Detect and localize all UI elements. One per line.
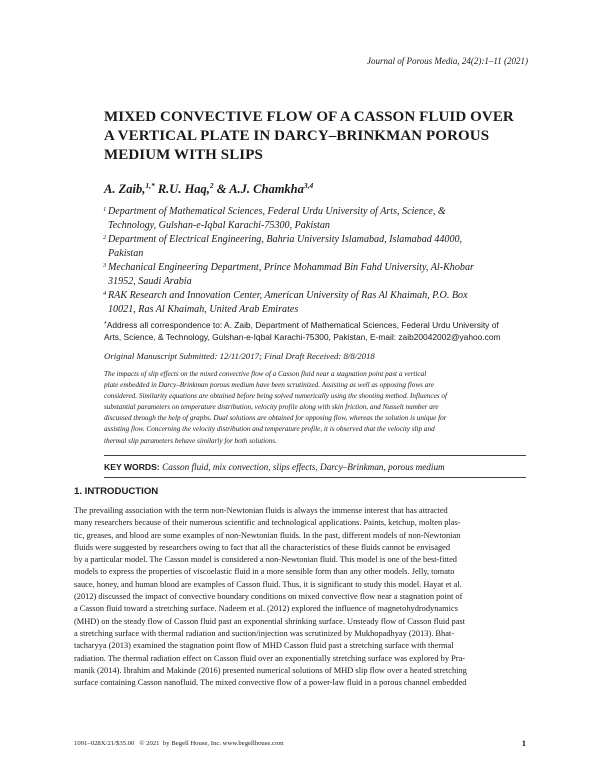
affiliation-list: [104, 205, 524, 317]
keywords: KEY WORDS: Casson fluid, mix convection, slips effects, Darcy–Brinkman, porous medium: [104, 462, 445, 472]
author: A. Zaib,$^{1,*}$: [104, 181, 155, 197]
journal-citation: Journal of Porous Media, 24(2):1–11 (2021): [367, 56, 528, 66]
page-number: 1: [521, 738, 526, 748]
correspondence-address: *Address all correspondence to: A. Zaib, Department of Mathematical Sciences, Federal Urdu University of Arts, Science, & Technology, Gulshan-e-Iqbal Karachi-75300, Pakistan, E-mail: zaib20042002@yahoo.com: [104, 320, 501, 342]
affiliation: 3 Mechanical Engineering Department, Prince Mohammad Bin Fahd University, Al-Khobar 31952, Saudi Arabia: [103, 262, 474, 287]
affiliation: 1 Department of Mathematical Sciences, Federal Urdu University of Arts, Science, & Technology, Gulshan-e-Iqbal Karachi-75300, Pakistan: [103, 206, 446, 231]
author-list: [104, 181, 313, 197]
divider: [104, 455, 526, 456]
paper-title: MIXED CONVECTIVE FLOW OF A CASSON FLUID OVER A VERTICAL PLATE IN DARCY–BRINKMAN POROUS MEDIUM WITH SLIPS: [104, 109, 514, 163]
affiliation: 4 RAK Research and Innovation Center, American University of Ras Al Khaimah, P.O. Box 10021, Ras Al Khaimah, United Arab Emirates: [103, 290, 468, 315]
body-text: The prevailing association with the term non-Newtonian fluids is always the immense interest that has attracted many researchers because of their numerous scientific and technological applications. Paints, ketchup, molten plas- tic, greases, and blood are some examples of non-Newtonian fluids. In the past, different models of non-Newtonian fluids were suggested by researchers owing to fact that all the characteristics of these fluids cannot be envisaged by a particular model. The Casson model is considered a non-Newtonian fluid. This model is one of the best-fitted models to express the properties of viscoelastic fluid in a more sensible form than any other models. Jelly, tomato sauce, honey, and human blood are examples of Casson fluid. Thus, it is significant to study this model. Hayat et al. (2012) discussed the impact of convective boundary conditions on mixed convective flow near a stagnation point of a Casson fluid toward a stretching surface. Nadeem et al. (2012) explored the influence of magnetohydrodynamics (MHD) on the steady flow of Casson fluid past an exponential shrinking surface. Unsteady flow of Casson fluid past a stretching surface with thermal radiation and suction/injection was scrutinized by Mukhopadhyay (2013). Bhat- tacharyya (2013) examined the stagnation point flow of MHD Casson fluid past a stretching surface with thermal radiation. The thermal radiation effect on Casson fluid over an exponentially stretching surface was explored by Pra- manik (2014). Ibrahim and Makinde (2016) presented numerical solutions of MHD slip flow over a heated stretching surface containing Casson nanofluid. The mixed convective flow of a power-law fluid in a porous channel embedded: [74, 506, 467, 688]
divider: [104, 477, 526, 478]
manuscript-dates: Original Manuscript Submitted: 12/11/2017; Final Draft Received: 8/8/2018: [104, 351, 375, 361]
footer-copyright: 1091–028X/21/$35.00 © 2021 by Begell House, Inc. www.begellhouse.com: [74, 740, 284, 747]
author: A.J. Chamkha$^{3,4}$: [229, 181, 314, 197]
section-heading: 1. INTRODUCTION: [74, 486, 159, 497]
author: R.U. Haq,$^2$ &: [157, 181, 230, 197]
affiliation: 2 Department of Electrical Engineering, Bahria University Islamabad, Islamabad 44000, Pakistan: [103, 234, 463, 259]
abstract: The impacts of slip effects on the mixed convective flow of a Casson fluid near a stagnation point past a vertical plate embedded in Darcy–Brinkman porous medium have been scrutinized. Assisting as well as opposing flows are considered. Similarity equations are obtained before being solved numerically using the shooting method. Influences of substantial parameters on temperature distribution, velocity profile along with skin friction, and Nusselt number are discussed through the help of graphs. Dual solutions are obtained for opposing flow, whereas the solution is unique for assisting flow. Concerning the velocity distribution and temperature profile, it is observed that the velocity slip and thermal slip parameters behave similarly for both solutions.: [104, 370, 447, 445]
